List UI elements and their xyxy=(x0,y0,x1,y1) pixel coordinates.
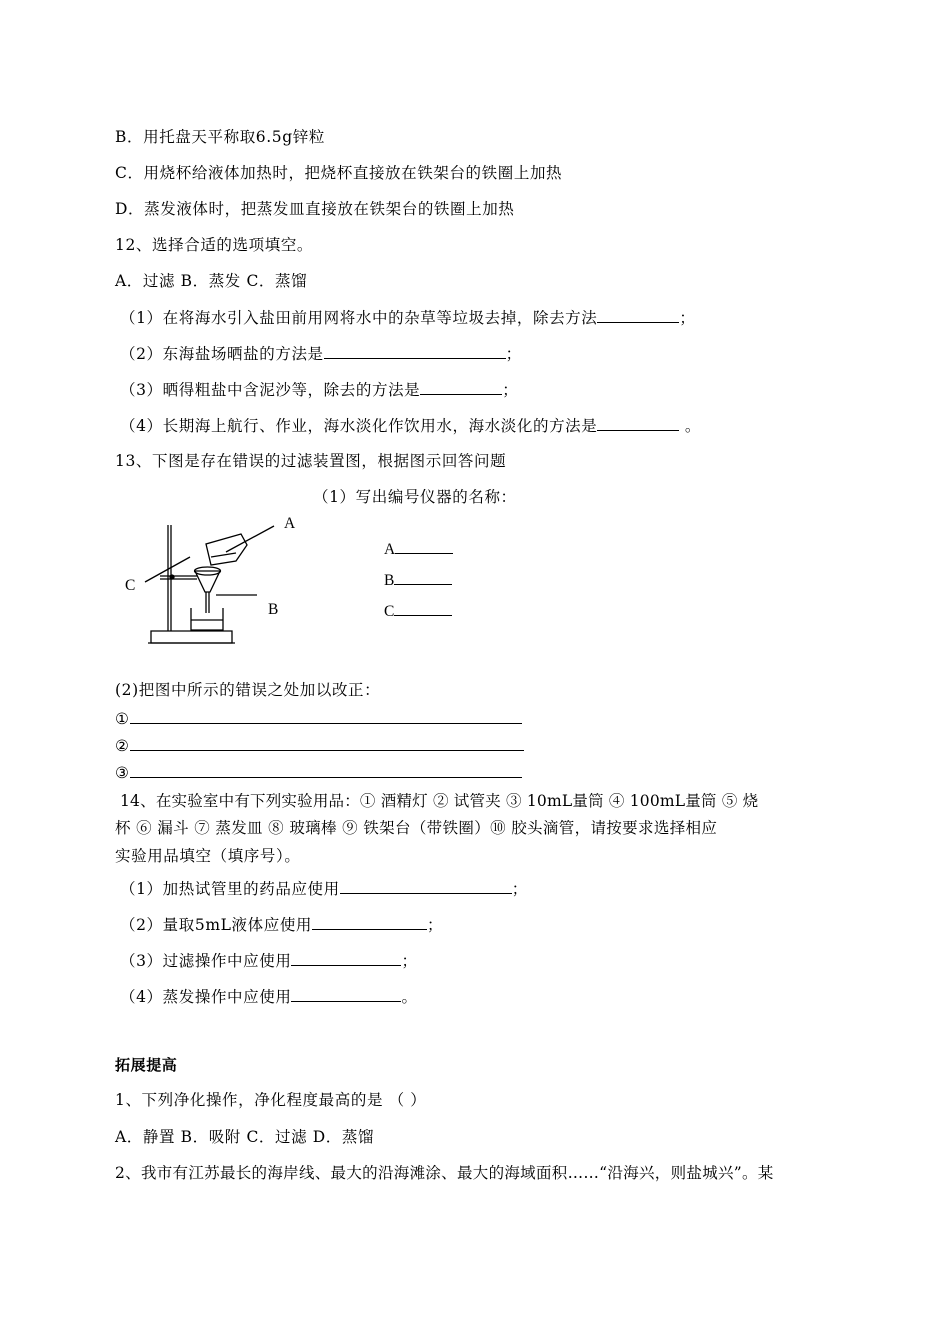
q14-item-3-end: ； xyxy=(401,952,418,970)
q14-item-2-end: ； xyxy=(427,916,444,934)
extension-q1-options: A．静置 B．吸附 C．过滤 D．蒸馏 xyxy=(115,1128,375,1146)
q14-item-4 xyxy=(120,986,418,1007)
q12-item-2 xyxy=(120,343,522,364)
answer-blank[interactable] xyxy=(340,878,512,894)
q12-item-1-end: ； xyxy=(679,309,696,327)
answer-blank[interactable] xyxy=(395,539,453,554)
answer-blank[interactable] xyxy=(312,914,427,930)
figure-label-c: C xyxy=(125,577,136,594)
answer-blank[interactable] xyxy=(420,379,502,395)
answer-blank[interactable] xyxy=(291,950,401,966)
q12-item-1 xyxy=(120,307,695,328)
extension-q1-stem: 1、下列净化操作，净化程度最高的是 （ ） xyxy=(115,1091,427,1109)
answer-blank[interactable] xyxy=(291,986,401,1002)
answer-blank[interactable] xyxy=(130,762,522,778)
stand-base xyxy=(151,631,232,643)
q12-item-1-text: （1）在将海水引入盐田前用网将水中的杂草等垃圾去掉，除去方法 xyxy=(120,309,598,327)
answer-blank[interactable] xyxy=(597,307,679,323)
q13-part1: （1）写出编号仪器的名称： xyxy=(313,488,517,506)
figure-label-a: A xyxy=(284,515,296,532)
q12-item-2-text: （2）东海盐场晒盐的方法是 xyxy=(120,345,324,363)
q14-item-3-text: （3）过滤操作中应使用 xyxy=(120,952,292,970)
pouring-beaker xyxy=(206,534,247,565)
answer-blank[interactable] xyxy=(394,570,452,585)
q12-options: A．过滤 B．蒸发 C．蒸馏 xyxy=(115,272,308,290)
q14-item-1-end: ； xyxy=(511,880,528,898)
q13-correction-2 xyxy=(115,735,524,756)
q14-item-2-text: （2）量取5mL液体应使用 xyxy=(120,916,313,934)
q12-item-3 xyxy=(120,379,518,400)
q13-answer-c-label: C xyxy=(384,603,395,620)
q13-answer-a-label: A xyxy=(384,541,396,558)
q14-item-4-end: 。 xyxy=(401,988,418,1006)
q13-answer-a xyxy=(384,539,453,559)
q11-option-b: B．用托盘天平称取6.5g锌粒 xyxy=(115,128,325,146)
receiving-beaker xyxy=(191,608,223,630)
q12-item-4-text: （4）长期海上航行、作业，海水淡化作饮用水，海水淡化的方法是 xyxy=(120,417,598,435)
q12-item-4 xyxy=(120,415,701,436)
q14-item-1-text: （1）加热试管里的药品应使用 xyxy=(120,880,340,898)
q13-correction-1 xyxy=(115,708,522,729)
q13-correction-3 xyxy=(115,762,522,783)
answer-blank[interactable] xyxy=(130,735,524,751)
q12-item-4-end: 。 xyxy=(679,417,702,435)
leader-line-a xyxy=(226,526,274,552)
filtration-apparatus-figure xyxy=(115,510,305,655)
q14-line-3: 实验用品填空（填序号）。 xyxy=(115,847,301,865)
answer-blank[interactable] xyxy=(324,343,506,359)
q12-item-3-text: （3）晒得粗盐中含泥沙等，除去的方法是 xyxy=(120,381,421,399)
q14-line-1: 14、在实验室中有下列实验用品：① 酒精灯 ② 试管夹 ③ 10mL量筒 ④ 100mL量筒 ⑤ 烧 xyxy=(120,792,759,810)
q13-part2: (2)把图中所示的错误之处加以改正： xyxy=(115,681,381,699)
answer-blank[interactable] xyxy=(394,601,452,616)
q12-item-2-end: ； xyxy=(505,345,522,363)
q14-item-3 xyxy=(120,950,418,971)
q13-correction-1-mark: ① xyxy=(115,710,130,728)
q14-line-2: 杯 ⑥ 漏斗 ⑦ 蒸发皿 ⑧ 玻璃棒 ⑨ 铁架台（带铁圈）⑩ 胶头滴管，请按要求选择相应 xyxy=(115,819,718,837)
q11-option-d: D．蒸发液体时，把蒸发皿直接放在铁架台的铁圈上加热 xyxy=(115,200,515,218)
q13-answer-c xyxy=(384,601,452,621)
q14-item-2 xyxy=(120,914,443,935)
answer-blank[interactable] xyxy=(130,708,522,724)
q12-stem: 12、选择合适的选项填空。 xyxy=(115,236,314,254)
answer-blank[interactable] xyxy=(597,415,679,431)
figure-label-b: B xyxy=(268,601,279,618)
q13-correction-3-mark: ③ xyxy=(115,764,130,782)
q14-item-1 xyxy=(120,878,528,899)
q14-item-4-text: （4）蒸发操作中应使用 xyxy=(120,988,292,1006)
q13-stem: 13、下图是存在错误的过滤装置图，根据图示回答问题 xyxy=(115,452,507,470)
extension-heading: 拓展提高 xyxy=(115,1056,178,1074)
q12-item-3-end: ； xyxy=(502,381,519,399)
extension-q2-stem: 2、我市有江苏最长的海岸线、最大的沿海滩涂、最大的海域面积……“沿海兴，则盐城兴”。某 xyxy=(115,1164,774,1182)
q13-answer-b-label: B xyxy=(384,572,395,589)
q11-option-c: C．用烧杯给液体加热时，把烧杯直接放在铁架台的铁圈上加热 xyxy=(115,164,563,182)
q13-answer-b xyxy=(384,570,452,590)
q13-correction-2-mark: ② xyxy=(115,737,130,755)
